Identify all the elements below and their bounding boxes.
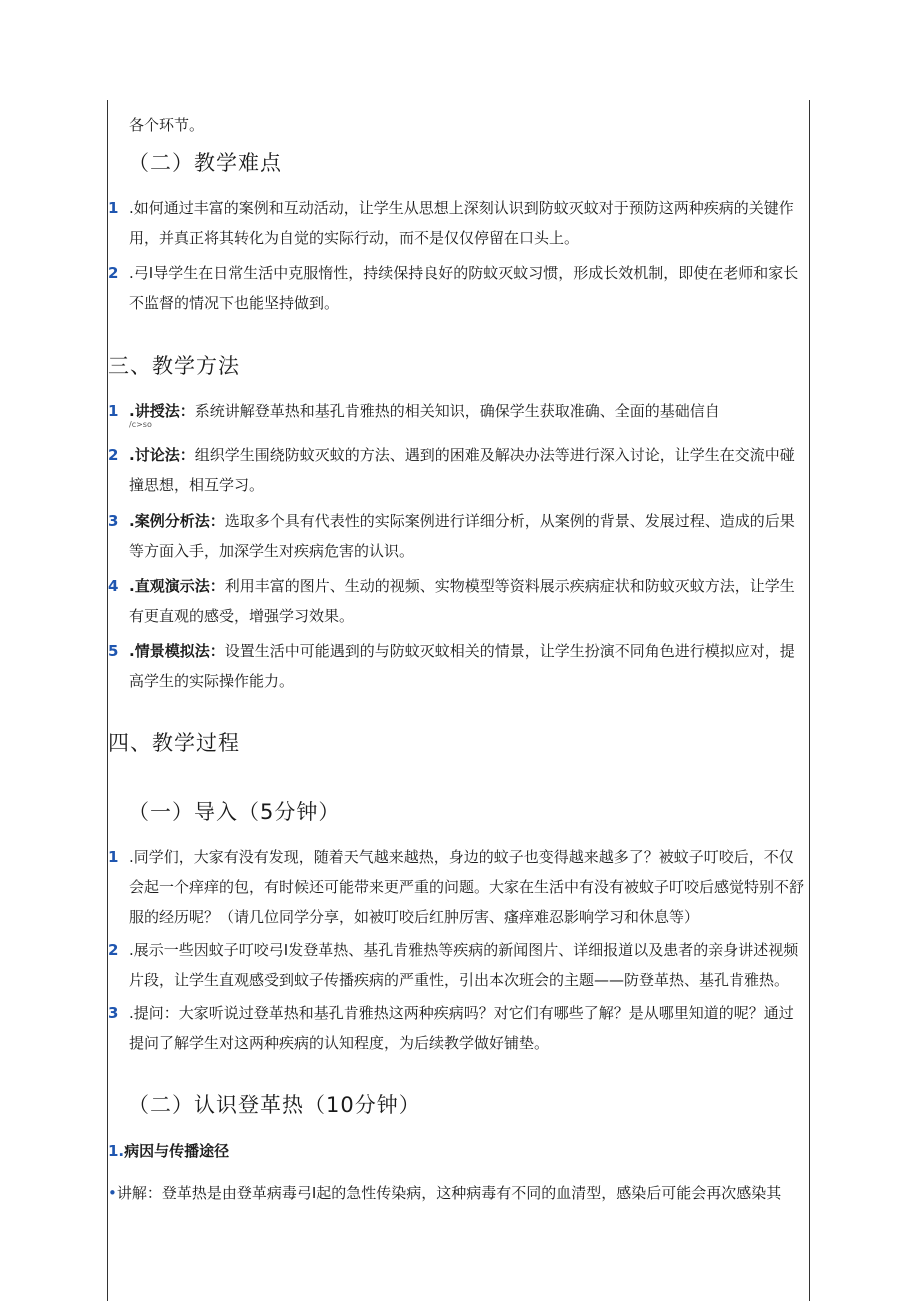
difficulty-item-2-number: 2 bbox=[108, 264, 119, 282]
process-heading: 四、教学过程 bbox=[108, 731, 240, 755]
dengue-bullet-marker: • bbox=[108, 1184, 117, 1202]
methods-item-3-text: 选取多个具有代表性的实际案例进行详细分析，从案例的背景、发展过程、造成的后果等方面入手，加深学生对疾病危害的认识。 bbox=[129, 512, 795, 560]
difficulty-item-1-number: 1 bbox=[108, 199, 119, 217]
methods-heading: 三、教学方法 bbox=[108, 354, 240, 378]
dengue-subheading-label: 病因与传播途径 bbox=[124, 1142, 230, 1160]
difficulty-item-2 bbox=[108, 258, 808, 320]
methods-item-2-label: .讨论法： bbox=[129, 446, 195, 464]
methods-item-1-label: .讲授法： bbox=[129, 402, 195, 420]
methods-item-4-text: 利用丰富的图片、生动的视频、实物模型等资料展示疾病症状和防蚊灭蚊方法，让学生有更直观的感受，增强学习效果。 bbox=[129, 577, 795, 625]
methods-item-4-label: .直观演示法： bbox=[129, 577, 225, 595]
intro-section-heading: （一）导入（5分钟） bbox=[128, 800, 341, 824]
dengue-bullet-text: 讲解：登革热是由登革病毒弓I起的急性传染病，这种病毒有不同的血清型，感染后可能会再次感染其 bbox=[116, 1184, 782, 1202]
difficulty-item-1-text: .如何通过丰富的案例和互动活动，让学生从思想上深刻认识到防蚊灭蚊对于预防这两种疾病的关键作用，并真正将其转化为自觉的实际行动，而不是仅仅停留在口头上。 bbox=[129, 199, 794, 247]
dengue-bullet bbox=[108, 1178, 808, 1208]
intro-item-3-text: .提问：大家听说过登革热和基孔肯雅热这两种疾病吗？对它们有哪些了解？是从哪里知道的呢？通过提问了解学生对这两种疾病的认知程度，为后续教学做好铺垫。 bbox=[129, 1004, 794, 1052]
intro-item-1-number: 1 bbox=[108, 848, 119, 866]
methods-item-1-number: 1 bbox=[108, 402, 119, 420]
intro-item-2 bbox=[108, 935, 808, 997]
dengue-section-heading: （二）认识登革热（10分钟） bbox=[128, 1093, 421, 1117]
methods-item-1-note: /c>so bbox=[129, 420, 152, 429]
intro-item-1 bbox=[108, 842, 808, 934]
intro-item-2-text: .展示一些因蚊子叮咬弓I发登革热、基孔肯雅热等疾病的新闻图片、详细报道以及患者的亲身讲述视频片段，让学生直观感受到蚊子传播疾病的严重性，引出本次班会的主题——防登革热、基孔肯雅热。 bbox=[129, 941, 799, 989]
difficulty-item-2-text: .弓I导学生在日常生活中克服惰性，持续保持良好的防蚊灭蚊习惯，形成长效机制，即使在老师和家长不监督的情况下也能坚持做到。 bbox=[129, 264, 799, 312]
dengue-subheading-number: 1. bbox=[108, 1142, 125, 1160]
methods-item-4-number: 4 bbox=[108, 577, 119, 595]
difficulty-heading: （二）教学难点 bbox=[128, 151, 282, 175]
methods-item-2-text: 组织学生围绕防蚊灭蚊的方法、遇到的困难及解决办法等进行深入讨论，让学生在交流中碰撞思想，相互学习。 bbox=[129, 446, 795, 494]
methods-item-3-label: .案例分析法： bbox=[129, 512, 225, 530]
methods-item-3 bbox=[108, 506, 808, 568]
intro-tail-text: 各个环节。 bbox=[129, 116, 205, 134]
methods-item-2-number: 2 bbox=[108, 446, 119, 464]
methods-item-5-text: 设置生活中可能遇到的与防蚊灭蚊相关的情景，让学生扮演不同角色进行模拟应对，提高学生的实际操作能力。 bbox=[129, 642, 795, 690]
dengue-subheading bbox=[108, 1136, 229, 1166]
intro-item-3 bbox=[108, 998, 808, 1060]
intro-item-1-text: .同学们，大家有没有发现，随着天气越来越热，身边的蚊子也变得越来越多了？被蚊子叮咬后，不仅会起一个痒痒的包，有时候还可能带来更严重的问题。大家在生活中有没有被蚊子叮咬后感觉特别不舒服的经历呢？（请几位同学分享，如被叮咬后红肿厉害、瘙痒难忍影响学习和休息等） bbox=[129, 848, 805, 926]
methods-item-1 bbox=[108, 396, 808, 436]
intro-item-2-number: 2 bbox=[108, 941, 119, 959]
methods-item-5-label: .情景模拟法： bbox=[129, 642, 225, 660]
methods-item-2 bbox=[108, 440, 808, 502]
methods-item-5-number: 5 bbox=[108, 642, 119, 660]
methods-item-5 bbox=[108, 636, 808, 698]
methods-item-3-number: 3 bbox=[108, 512, 119, 530]
intro-item-3-number: 3 bbox=[108, 1004, 119, 1022]
methods-item-1-text: 系统讲解登革热和基孔肯雅热的相关知识，确保学生获取准确、全面的基础信自 bbox=[194, 402, 720, 420]
difficulty-item-1 bbox=[108, 193, 808, 255]
methods-item-4 bbox=[108, 571, 808, 633]
